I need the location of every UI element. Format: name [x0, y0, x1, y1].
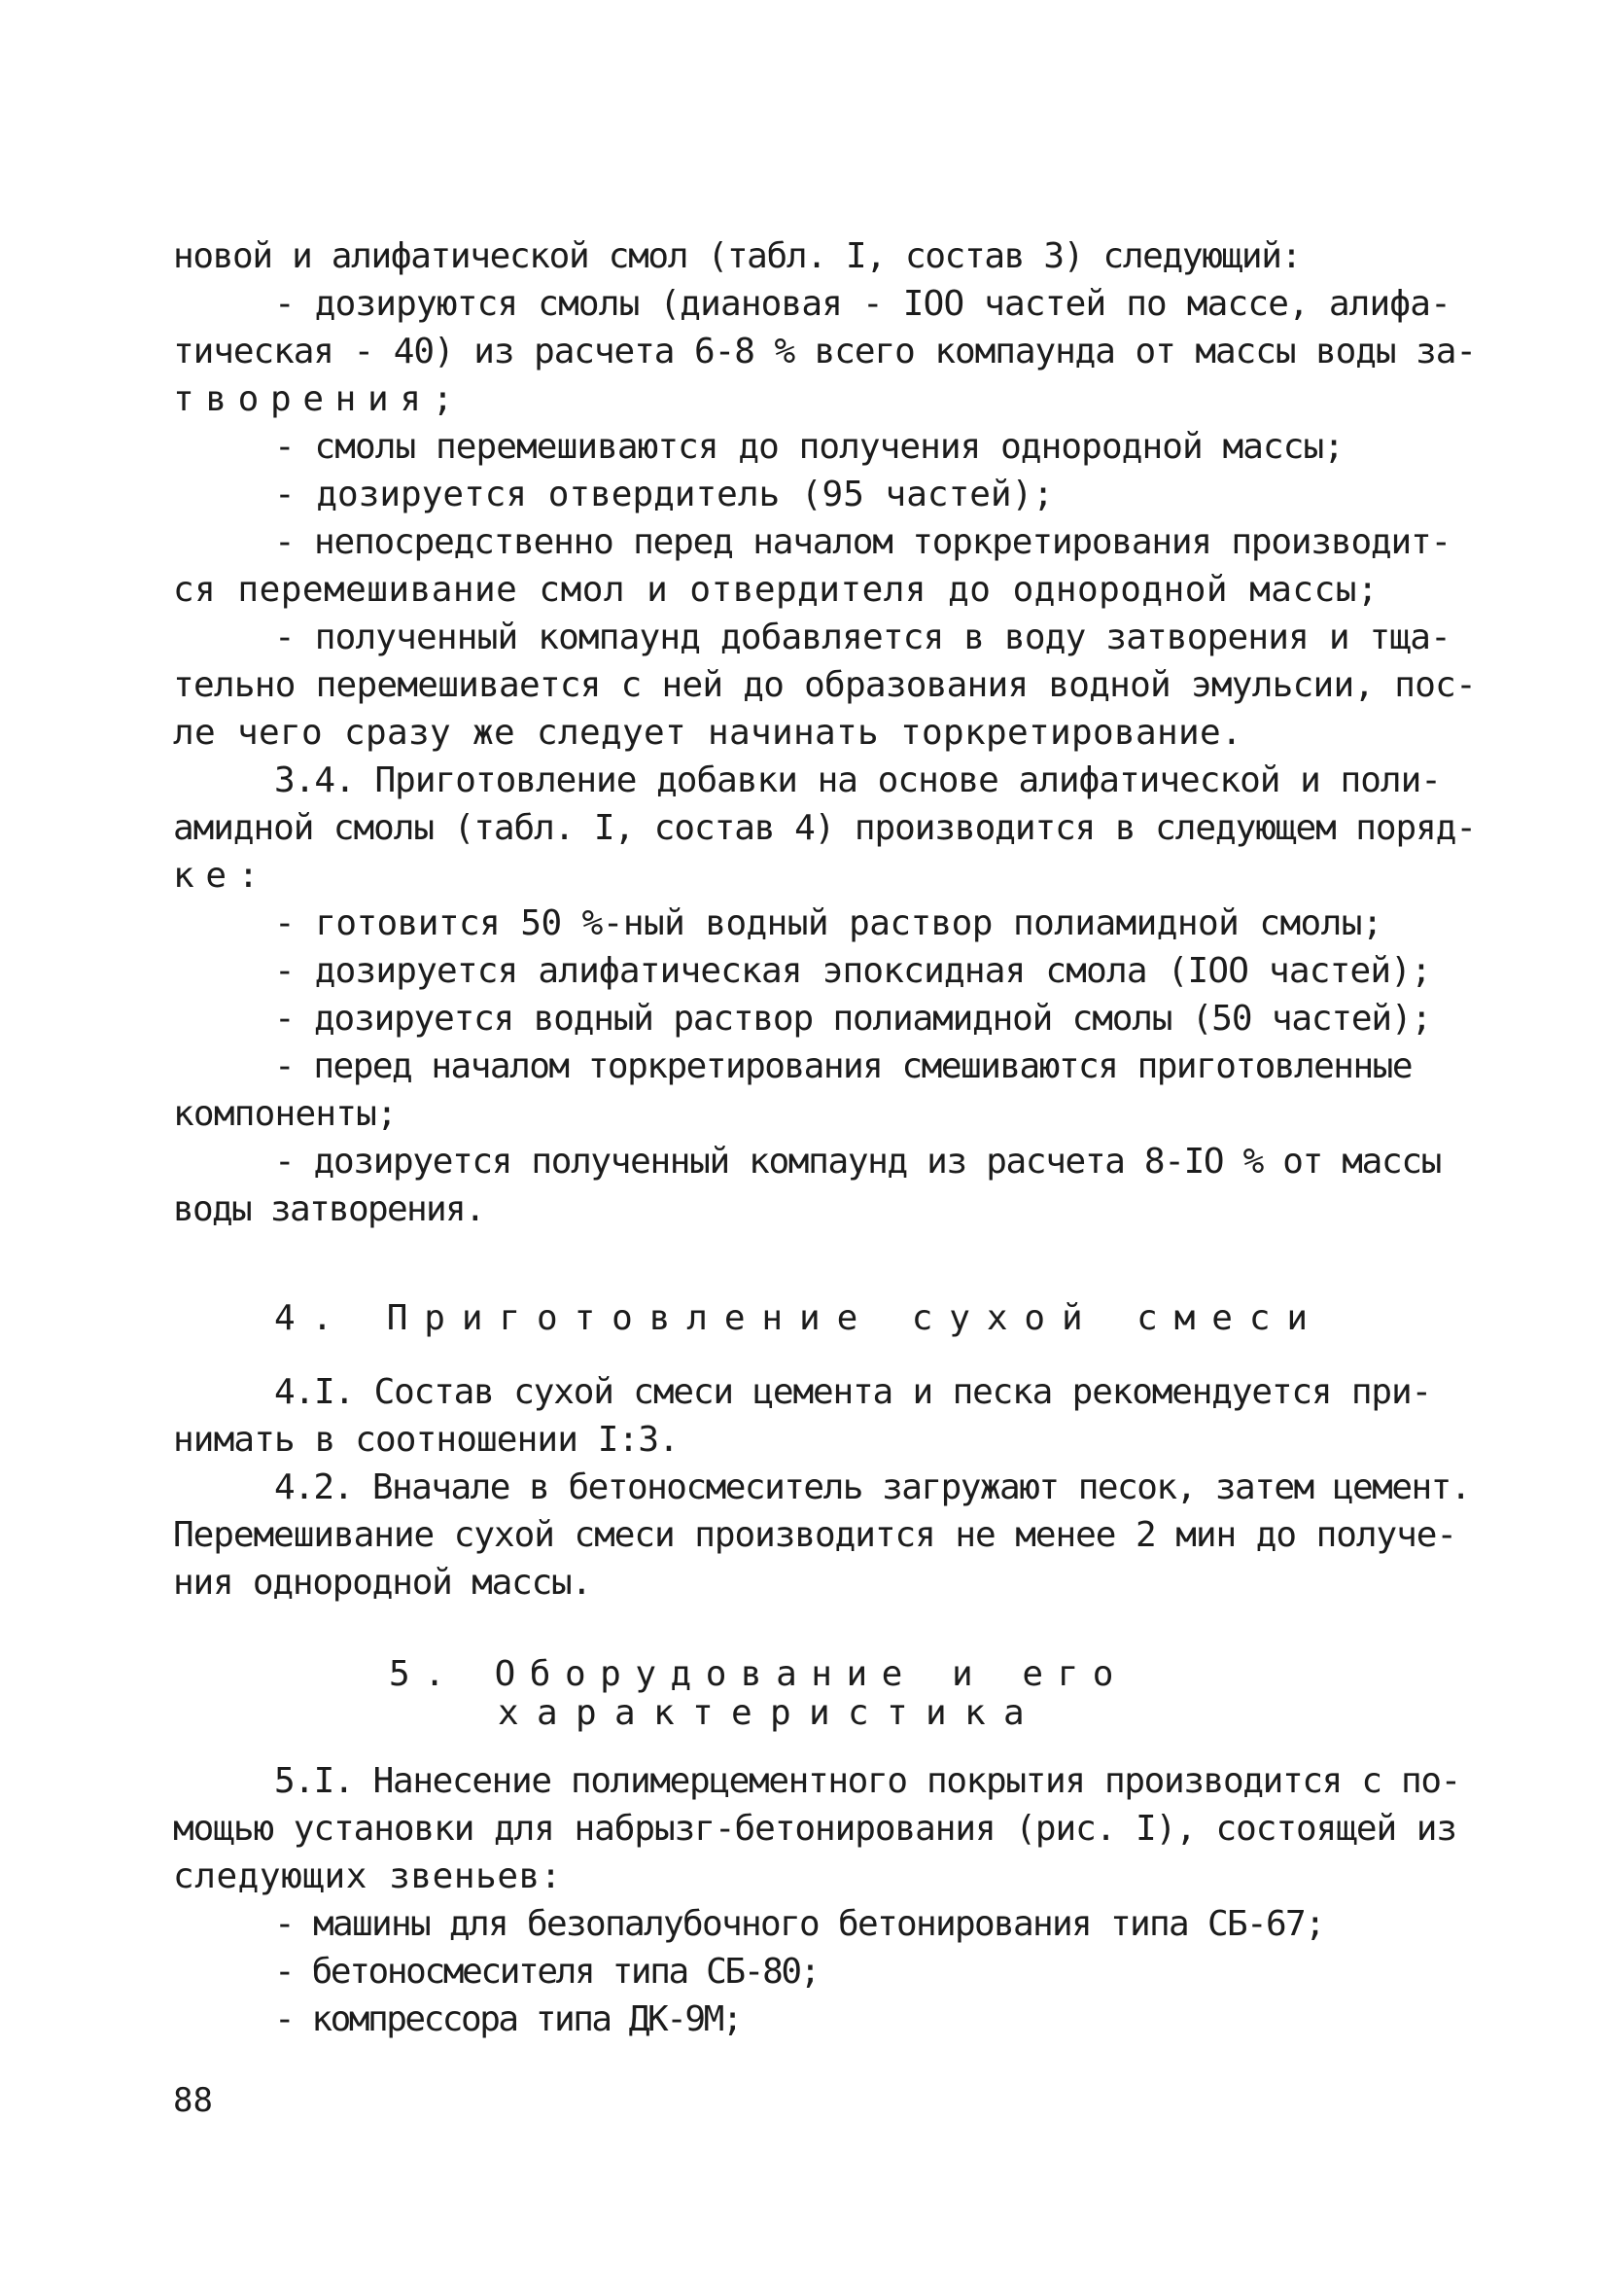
page-number: 88 [173, 2081, 213, 2120]
section-heading: 4. Приготовление сухой смеси [274, 1298, 1324, 1338]
section-heading: 5. Оборудование и его [389, 1654, 1128, 1694]
text-line: - дозируются смолы (диановая - IOO частей по массе, алифа- [274, 284, 1451, 324]
text-line: компоненты; [173, 1094, 397, 1134]
text-line: ке: [173, 856, 270, 896]
text-line: - дозируется водный раствор полиамидной смолы (50 частей); [274, 999, 1431, 1039]
text-line: - компрессора типа ДК-9М; [274, 1999, 741, 2039]
text-line: мощью установки для набрызг-бетонирования (рис. I), состоящей из [173, 1809, 1456, 1849]
section-heading: характеристика [498, 1693, 1042, 1733]
text-line: - бетоносмесителя типа СБ-80; [274, 1952, 819, 1992]
text-line: - дозируется отвердитель (95 частей); [274, 475, 1054, 514]
text-line: тическая - 40) из расчета 6-8 % всего компаунда от массы воды за- [173, 332, 1476, 371]
text-line: следующих звеньев: [173, 1856, 562, 1896]
text-line: - перед началом торкретирования смешиваются приготовленные [274, 1046, 1412, 1086]
text-line: 3.4. Приготовление добавки на основе алифатической и поли- [274, 760, 1441, 800]
text-line: - смолы перемешиваются до получения однородной массы; [274, 427, 1344, 467]
text-line: новой и алифатической смол (табл. I, состав 3) следующий: [173, 236, 1301, 276]
text-line: 4.2. Вначале в бетоносмеситель загружают песок, затем цемент. [274, 1467, 1470, 1507]
text-line: - готовится 50 %-ный водный раствор полиамидной смолы; [274, 903, 1382, 943]
text-line: ся перемешивание смол и отвердителя до однородной массы; [173, 570, 1379, 610]
text-line: тельно перемешивается с ней до образования водной эмульсии, пос- [173, 665, 1476, 705]
text-line: - непосредственно перед началом торкретирования производит- [274, 522, 1451, 562]
text-line: - машины для безопалубочного бетонирования типа СБ-67; [274, 1904, 1324, 1944]
text-line: - дозируется алифатическая эпоксидная смола (IOO частей); [274, 951, 1431, 991]
text-line: Перемешивание сухой смеси производится не менее 2 мин до получе- [173, 1515, 1456, 1555]
text-line: амидной смолы (табл. I, состав 4) производится в следующем поряд- [173, 808, 1476, 848]
text-line: 4.I. Состав сухой смеси цемента и песка рекомендуется при- [274, 1372, 1431, 1412]
text-line: - дозируется полученный компаунд из расчета 8-IO % от массы [274, 1142, 1441, 1182]
text-line: нимать в соотношении I:3. [173, 1420, 679, 1460]
text-line: - полученный компаунд добавляется в воду затворения и тща- [274, 618, 1451, 657]
text-line: творения; [173, 379, 465, 419]
text-line: ния однородной массы. [173, 1563, 591, 1603]
text-line: ле чего сразу же следует начинать торкретирование. [173, 713, 1242, 753]
text-line: 5.I. Нанесение полимерцементного покрытия производится с по- [274, 1761, 1460, 1801]
text-line: воды затворения. [173, 1189, 484, 1229]
